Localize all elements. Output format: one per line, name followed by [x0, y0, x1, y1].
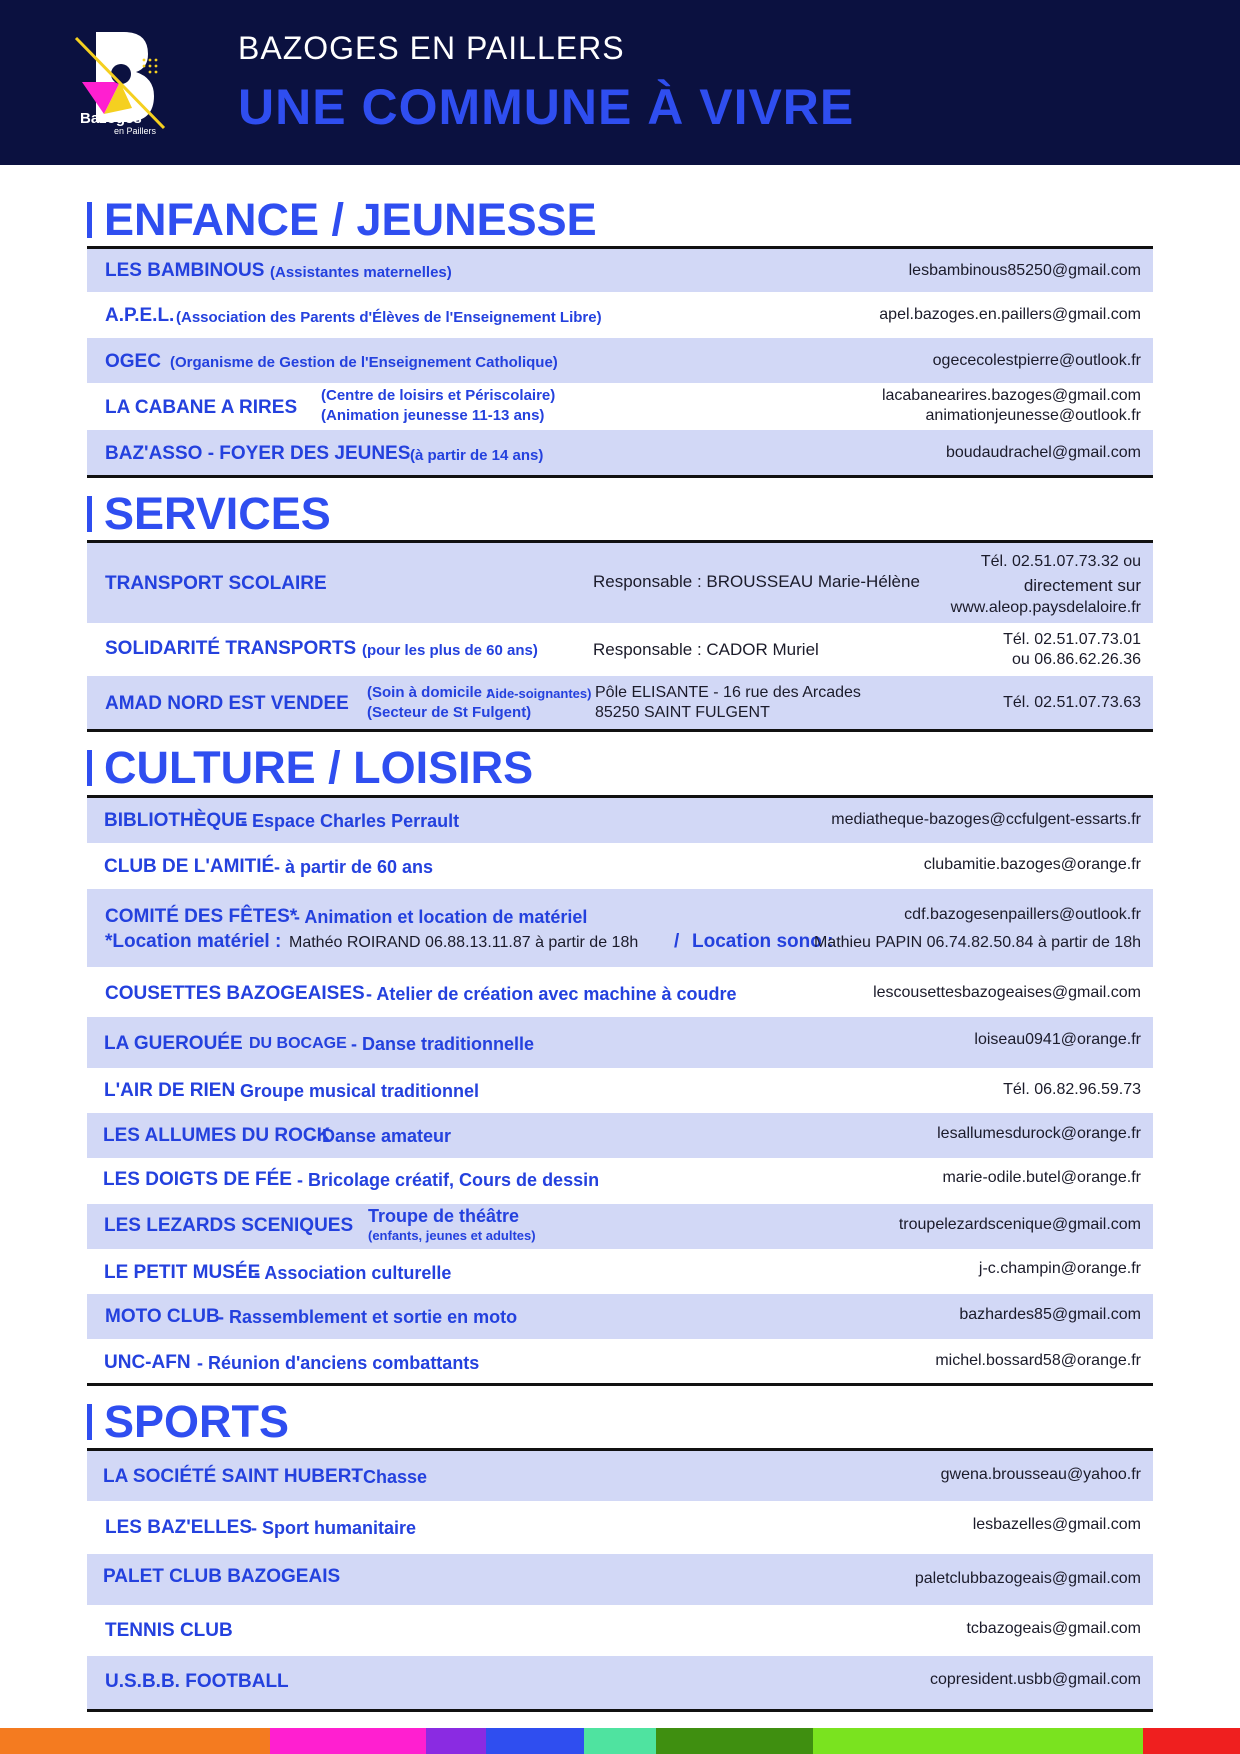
org-contact[interactable]: loiseau0941@orange.fr [974, 1031, 1141, 1048]
color-stripe [656, 1728, 813, 1754]
section-marker [87, 202, 92, 238]
table-row [87, 1554, 1153, 1605]
org-detail: (pour les plus de 60 ans) [362, 642, 538, 659]
org-detail: (à partir de 14 ans) [410, 447, 544, 464]
org-name: COMITÉ DES FÊTES* [105, 906, 298, 927]
org-detail: - Atelier de création avec machine à coudre [366, 984, 737, 1004]
org-detail: - Groupe musical traditionnel [229, 1081, 480, 1101]
org-contact: Tél. 02.51.07.73.01 [1003, 631, 1141, 648]
org-detail: - Danse traditionnelle [351, 1034, 535, 1054]
org-contact[interactable]: marie-odile.butel@orange.fr [942, 1169, 1141, 1186]
org-responsible: Responsable : BROUSSEAU Marie-Hélène [593, 572, 920, 591]
org-contact[interactable]: bazhardes85@gmail.com [959, 1306, 1141, 1323]
org-detail: - Espace Charles Perrault [241, 811, 460, 831]
org-name: OGEC [105, 351, 161, 372]
org-contact: Tél. 02.51.07.73.63 [1003, 694, 1141, 711]
org-contact[interactable]: boudaudrachel@gmail.com [945, 444, 1141, 461]
bazoges-logo-icon [74, 30, 174, 138]
color-stripe [1143, 1728, 1240, 1754]
org-name: LES BAMBINOUS [105, 260, 265, 281]
org-contact[interactable]: mediatheque-bazoges@ccfulgent-essarts.fr [831, 811, 1141, 828]
table-row [87, 968, 1153, 1016]
org-name: LES LEZARDS SCENIQUES [104, 1215, 354, 1236]
table-row [87, 843, 1153, 888]
org-contact[interactable]: lescousettesbazogeaises@gmail.com [873, 984, 1141, 1001]
org-name: BAZ'ASSO - FOYER DES JEUNES [105, 443, 411, 464]
org-name: LA GUEROUÉE [104, 1033, 243, 1054]
org-contact-link[interactable]: www.aleop.paysdelaloire.fr [950, 599, 1141, 616]
org-detail: (Animation jeunesse 11-13 ans) [321, 407, 545, 424]
org-name: BIBLIOTHÈQUE [104, 810, 248, 831]
org-name: LES DOIGTS DE FÉE [103, 1169, 292, 1190]
org-detail: - Association culturelle [254, 1263, 452, 1283]
org-name: UNC-AFN [104, 1352, 191, 1373]
org-detail: (Association des Parents d'Élèves de l'Enseignement Libre) [176, 309, 602, 326]
table-row [87, 249, 1153, 292]
org-detail: - Réunion d'anciens combattants [197, 1353, 480, 1373]
section-title-enfance-text: ENFANCE / JEUNESSE [104, 194, 597, 245]
logo-subtext: en Paillers [114, 126, 157, 136]
org-name: LES BAZ'ELLES [105, 1517, 253, 1538]
table-row [87, 1605, 1153, 1656]
org-contact[interactable]: ogececolestpierre@outlook.fr [932, 352, 1141, 369]
org-name: TRANSPORT SCOLAIRE [105, 573, 327, 594]
org-detail: - Danse amateur [311, 1126, 452, 1146]
location-materiel-label: *Location matériel : [105, 931, 282, 952]
org-contact[interactable]: clubamitie.bazoges@orange.fr [923, 856, 1141, 873]
page-header [0, 0, 1240, 165]
color-stripe [486, 1728, 584, 1754]
org-contact[interactable]: troupelezardscenique@gmail.com [898, 1216, 1141, 1233]
org-contact[interactable]: animationjeunesse@outlook.fr [925, 407, 1141, 424]
org-detail: - Bricolage créatif, Cours de dessin [297, 1170, 600, 1190]
table-row [87, 292, 1153, 337]
table-row [87, 889, 1153, 967]
org-detail: - Animation et location de matériel [294, 907, 588, 927]
section-marker [87, 1404, 92, 1440]
section-title-services-text: SERVICES [104, 488, 331, 539]
org-name: LE PETIT MUSÉE [104, 1262, 261, 1283]
org-name: CLUB DE L'AMITIÉ [104, 856, 275, 877]
org-contact[interactable]: tcbazogeais@gmail.com [966, 1620, 1141, 1637]
org-contact[interactable]: lesbazelles@gmail.com [972, 1516, 1141, 1533]
org-name: LES ALLUMES DU ROCK [103, 1125, 331, 1146]
org-contact[interactable]: lacabanearires.bazoges@gmail.com [881, 387, 1141, 404]
table-row [87, 798, 1153, 843]
org-name: PALET CLUB BAZOGEAIS [103, 1566, 341, 1587]
section-title-enfance [87, 194, 597, 246]
org-name-small: DU BOCAGE [249, 1035, 347, 1052]
table-row [87, 1501, 1153, 1554]
table-bottom-rule [87, 1383, 1153, 1386]
section-title-culture-text: CULTURE / LOISIRS [104, 742, 534, 793]
color-stripe [584, 1728, 656, 1754]
org-name: U.S.B.B. FOOTBALL [105, 1671, 289, 1692]
org-detail: Troupe de théâtre [368, 1206, 520, 1226]
org-detail: - à partir de 60 ans [274, 857, 434, 877]
table-row [87, 1068, 1153, 1112]
org-name: L'AIR DE RIEN [104, 1080, 236, 1101]
org-detail-small: Aide-soignantes) [486, 686, 592, 701]
org-contact[interactable]: gwena.brousseau@yahoo.fr [940, 1466, 1141, 1483]
section-title-culture [87, 742, 533, 794]
org-name: LA SOCIÉTÉ SAINT HUBERT [103, 1466, 364, 1487]
org-name: A.P.E.L. [105, 305, 175, 326]
color-stripe [0, 1728, 270, 1754]
footer-color-bar [0, 1728, 1240, 1754]
org-detail: (Centre de loisirs et Périscolaire) [321, 387, 556, 404]
org-name: AMAD NORD EST VENDEE [105, 693, 349, 714]
org-detail: (Assistantes maternelles) [270, 264, 452, 281]
org-contact[interactable]: michel.bossard58@orange.fr [935, 1352, 1141, 1369]
org-contact[interactable]: j-c.champin@orange.fr [978, 1260, 1141, 1277]
logo-text: Bazoges [80, 110, 142, 127]
section-title-sports [87, 1396, 289, 1448]
org-detail: - Sport humanitaire [251, 1518, 417, 1538]
table-row [87, 543, 1153, 623]
org-responsible: Responsable : CADOR Muriel [593, 640, 819, 659]
org-address: 85250 SAINT FULGENT [595, 704, 770, 721]
header-title: UNE COMMUNE À VIVRE [238, 79, 855, 135]
table-bottom-rule [87, 729, 1153, 732]
table-row [87, 1158, 1153, 1203]
table-row [87, 623, 1153, 675]
org-contact[interactable]: cdf.bazogesenpaillers@outlook.fr [904, 906, 1141, 923]
section-title-services [87, 488, 331, 540]
org-detail: - Chasse [352, 1467, 428, 1487]
location-separator: / [674, 931, 680, 952]
table-row [87, 676, 1153, 729]
table-row [87, 1113, 1153, 1158]
section-marker [87, 496, 92, 532]
table-bottom-rule [87, 475, 1153, 478]
table-row [87, 1656, 1153, 1709]
color-stripe [426, 1728, 486, 1754]
org-detail: (Organisme de Gestion de l'Enseignement Catholique) [170, 354, 558, 371]
org-contact: directement sur [1023, 576, 1141, 595]
org-contact[interactable]: lesbambinous85250@gmail.com [908, 262, 1141, 279]
org-contact[interactable]: lesallumesdurock@orange.fr [937, 1125, 1141, 1142]
org-address: Pôle ELISANTE - 16 rue des Arcades [595, 684, 861, 701]
org-name: MOTO CLUB [105, 1306, 220, 1327]
location-materiel-value: Mathéo ROIRAND 06.88.13.11.87 à partir de 18h [289, 934, 639, 951]
color-stripe [270, 1728, 426, 1754]
org-contact: Tél. 02.51.07.73.32 ou [980, 553, 1141, 570]
table-row [87, 1017, 1153, 1068]
section-marker [87, 750, 92, 786]
table-row [87, 430, 1153, 475]
table-row [87, 1204, 1153, 1249]
org-name: LA CABANE A RIRES [105, 397, 298, 418]
table-row [87, 1294, 1153, 1339]
org-contact[interactable]: apel.bazoges.en.paillers@gmail.com [879, 306, 1141, 323]
location-sono-value: Mathieu PAPIN 06.74.82.50.84 à partir de 18h [813, 934, 1141, 951]
org-name: TENNIS CLUB [105, 1620, 233, 1641]
org-detail: (enfants, jeunes et adultes) [368, 1228, 536, 1243]
table-row [87, 1339, 1153, 1383]
org-name: SOLIDARITÉ TRANSPORTS [105, 638, 357, 659]
org-contact[interactable]: copresident.usbb@gmail.com [929, 1671, 1141, 1688]
header-subtitle: BAZOGES EN PAILLERS [238, 30, 625, 66]
table-row [87, 1451, 1153, 1501]
org-contact: Tél. 06.82.96.59.73 [1003, 1081, 1141, 1098]
org-contact[interactable]: paletclubbazogeais@gmail.com [914, 1570, 1141, 1587]
table-bottom-rule [87, 1709, 1153, 1712]
org-name: COUSETTES BAZOGEAISES [105, 983, 365, 1004]
org-contact: ou 06.86.62.26.36 [1011, 651, 1141, 668]
location-sono-label: Location sono : [692, 931, 834, 952]
table-row [87, 384, 1153, 429]
color-stripe [813, 1728, 1143, 1754]
section-title-sports-text: SPORTS [104, 1396, 290, 1447]
org-detail: (Soin à domicile : [367, 684, 492, 701]
table-row [87, 1249, 1153, 1294]
org-detail: (Secteur de St Fulgent) [367, 704, 532, 721]
org-detail: - Rassemblement et sortie en moto [218, 1307, 518, 1327]
table-row [87, 338, 1153, 383]
